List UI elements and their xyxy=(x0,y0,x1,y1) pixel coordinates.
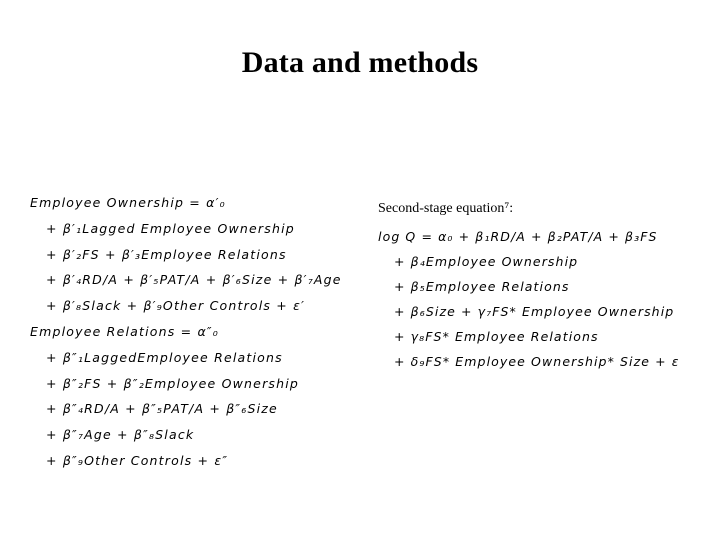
equation-line: + β′₈Slack + β′₉Other Controls + ε′ xyxy=(46,298,306,314)
second-stage-equations xyxy=(378,198,708,374)
equation-line: + β₅Employee Relations xyxy=(394,279,570,294)
equation-line: + γ₈FS* Employee Relations xyxy=(394,329,599,344)
equation-line: Employee Ownership = α′₀ xyxy=(30,195,226,210)
equation-line: Employee Relations = α″₀ xyxy=(30,323,219,339)
equation-line: + β′₄RD/A + β′₅PAT/A + β′₆Size + β′₇Age xyxy=(46,272,342,288)
equation-line: + β″₇Age + β″₈Slack xyxy=(46,427,195,443)
slide-title: Data and methods xyxy=(241,46,479,79)
equation-line: log Q = α₀ + β₁RD/A + β₂PAT/A + β₃FS xyxy=(378,229,658,244)
equation-line: + β′₂FS + β′₃Employee Relations xyxy=(46,246,287,262)
equation-line: + β″₁LaggedEmployee Relations xyxy=(46,349,283,365)
equation-line: + β₄Employee Ownership xyxy=(394,254,579,269)
first-stage-equations xyxy=(30,190,350,474)
equation-line: + β′₁Lagged Employee Ownership xyxy=(46,220,295,236)
equation-line: + β₆Size + γ₇FS* Employee Ownership xyxy=(394,304,675,319)
equation-line: + β″₄RD/A + β″₅PAT/A + β″₆Size xyxy=(46,401,278,417)
second-stage-heading: Second-stage equation⁷: xyxy=(378,201,514,216)
equation-line: + β″₉Other Controls + ε″ xyxy=(46,452,229,468)
equation-line: + β″₂FS + β″₂Employee Ownership xyxy=(46,375,300,391)
equation-line: + δ₉FS* Employee Ownership* Size + ε xyxy=(394,354,680,369)
